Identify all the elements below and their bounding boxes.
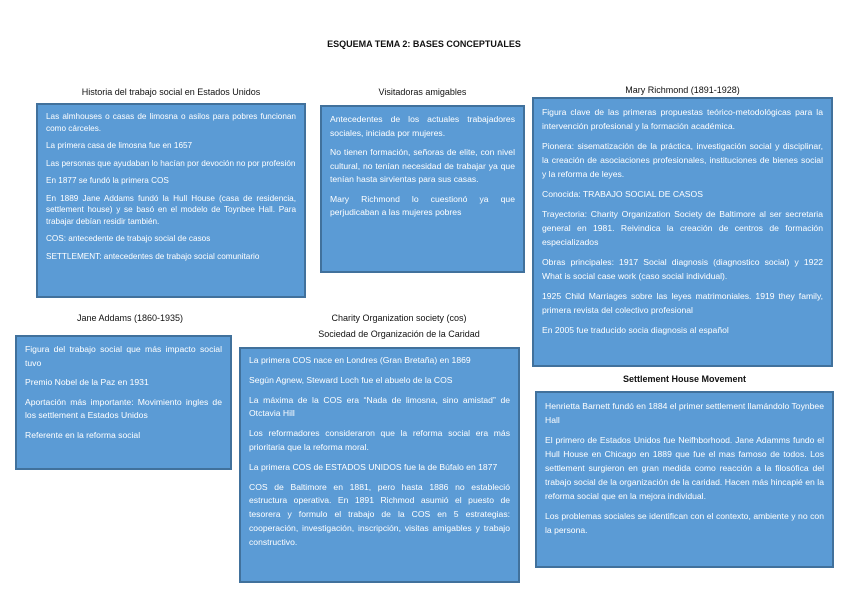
list-item: Premio Nobel de la Paz en 1931 [25, 377, 149, 387]
list-item: Obras principales: 1917 Social diagnosis (diagnostico social) y 1922 What is social case work (caso social individual). [542, 257, 823, 281]
list-item: 1925 Child Marriages sobre las leyes matrimoniales. 1919 they family, primera revista del colectivo profesional [542, 291, 823, 315]
box-settlement [535, 391, 834, 568]
list-item: Las almhouses o casas de limosna o asilos para pobres funcionan como cárceles. [46, 112, 296, 133]
box-addams [15, 335, 232, 470]
heading-charity-es: Sociedad de Organización de la Caridad [318, 329, 480, 339]
list-item: En 1889 Jane Addams fundó la Hull House (casa de residencia, settlement house) y se basó en el modelo de Toynbee Hall. Para trabajar debían residir también. [46, 193, 296, 226]
list-item: Conocida: TRABAJO SOCIAL DE CASOS [542, 189, 703, 199]
box-historia [36, 103, 306, 298]
box-charity [239, 347, 520, 583]
box-richmond [532, 97, 833, 367]
list-item: Los reformadores consideraron que la reforma social era más prioritaria que la reforma moral. [249, 428, 510, 452]
heading-visitadoras: Visitadoras amigables [378, 87, 467, 97]
list-item: Los problemas sociales se identifican con el contexto, ambiente y no con la persona. [545, 511, 824, 535]
list-item: COS de Baltimore en 1881, pero hasta 1886 no estableció estructura operativa. En 1891 Richmod asumió el puesto de tesorera y formulo el trabajo de la COS en 5 estrategias: cooperación, investigación, inscripción, visitas amigables y trabajo constructivo. [249, 481, 510, 547]
list-item: Aportación más importante: Movimiento ingles de los settlement a Estados Unidos [25, 396, 222, 420]
heading-addams: Jane Addams (1860-1935) [76, 313, 184, 323]
heading-charity: Charity Organization society (cos) [331, 313, 467, 323]
list-item: La primera casa de limosna fue en 1657 [46, 141, 193, 150]
list-item: Pionera: sisematización de la práctica, investigación social y disciplinar, la creación de asociaciones profesionales, instituciones de bienes social y la reforma de leyes. [542, 141, 823, 179]
list-item: COS: antecedente de trabajo social de casos [46, 234, 211, 243]
list-item: Antecedentes de los actuales trabajadores sociales, iniciada por mujeres. [330, 114, 515, 138]
list-item: La máxima de la COS era “Nada de limosna, sino amistad” de Otctavia Hill [249, 394, 510, 419]
list-item: Según Agnew, Steward Loch fue el abuelo de la COS [249, 374, 453, 385]
list-item: En 2005 fue traducido socia diagnosis al español [542, 325, 729, 335]
list-item: La primera COS nace en Londres (Gran Bretaña) en 1869 [249, 355, 471, 365]
list-item: Figura del trabajo social que más impacto social tuvo [25, 344, 222, 368]
heading-settlement: Settlement House Movement [622, 374, 747, 384]
list-item: Mary Richmond lo cuestionó ya que perjudicaban a las mujeres pobres [330, 193, 515, 217]
list-item: En 1877 se fundó la primera COS [46, 176, 169, 185]
heading-richmond: Mary Richmond (1891-1928) [625, 85, 740, 95]
list-item: SETTLEMENT: antecedentes de trabajo social comunitario [46, 251, 260, 261]
box-visitadoras [320, 105, 525, 273]
heading-historia: Historia del trabajo social en Estados Unidos [81, 87, 261, 97]
list-item: El primero de Estados Unidos fue Neifhborhood. Jane Adamms fundo el Hull House en Chicago en 1889 que fue el mas famoso de todos. Los settlement surgieron en gran medida como reacción a la filosófica del trabajo social de la organización de la caridad. Hacen más hincapié en la reforma social que en la mejora individual. [545, 435, 824, 501]
list-item: La primera COS de ESTADOS UNIDOS fue la de Búfalo en 1877 [249, 461, 498, 472]
list-item: Referente en la reforma social [25, 429, 141, 440]
page-title: ESQUEMA TEMA 2: BASES CONCEPTUALES [327, 39, 521, 49]
list-item: Figura clave de las primeras propuestas teórico-metodológicas para la intervención profesional y la formación académica. [542, 107, 823, 131]
list-item: Las personas que ayudaban lo hacían por devoción no por profesión [46, 158, 296, 168]
list-item: Trayectoria: Charity Organization Society de Baltimore al ser secretaria general en 1981. Reivindica la creación de centros de formación especializados [542, 209, 823, 247]
list-item: No tienen formación, señoras de elite, con nivel cultural, no tenían necesidad de trabajar ya que tenían hasta sirvientas para sus casas. [330, 147, 515, 184]
list-item: Henrietta Barnett fundó en 1884 el primer settlement llamándolo Toynbee Hall [545, 401, 824, 425]
